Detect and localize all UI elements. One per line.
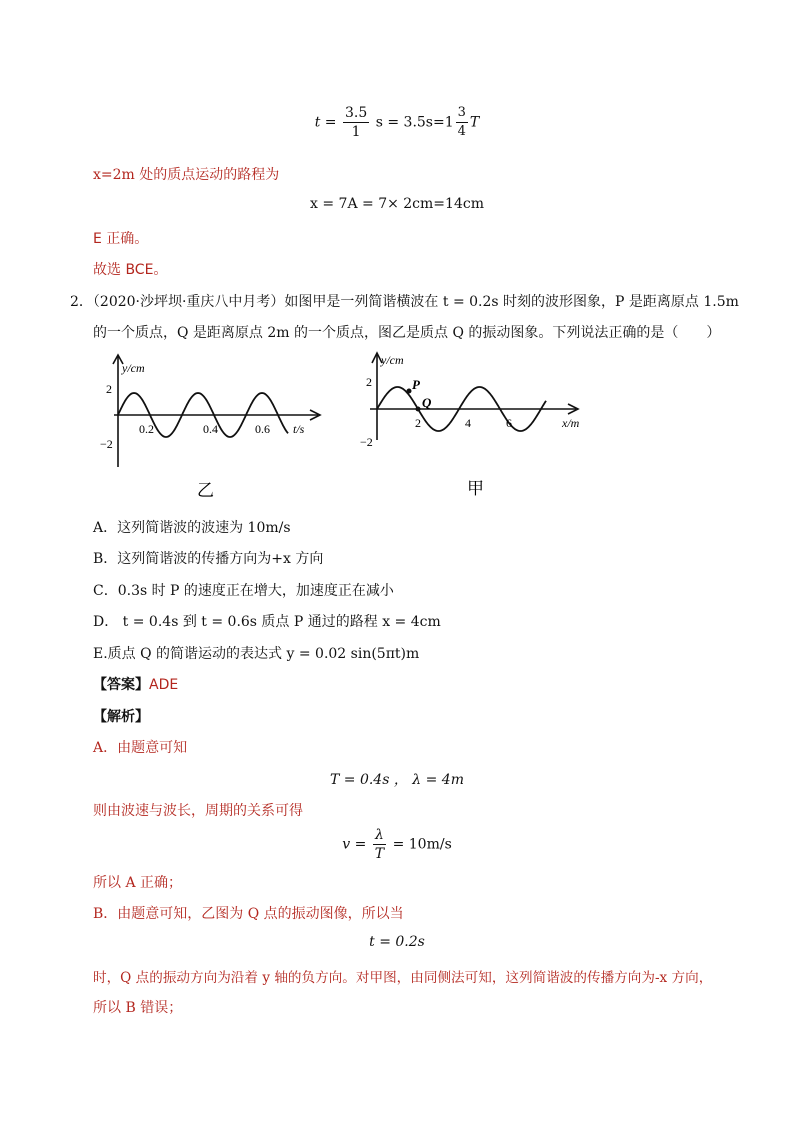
option-b: B．这列简谐波的传播方向为+x 方向: [93, 551, 324, 567]
graph-jia-point-q: [416, 407, 421, 412]
graph-yi-tick-y-neg: −2: [100, 437, 113, 451]
graph-jia-label-p: P: [412, 377, 420, 392]
graph-yi-tick-x-3: 0.6: [255, 422, 270, 436]
option-c: C．0.3s 时 P 的速度正在增大，加速度正在减小: [93, 583, 394, 599]
analysis-b-line: 时，Q 点的振动方向为沿着 y 轴的负方向。对甲图，由同侧法可知，这列简谐波的传播方向为-x 方向，: [93, 970, 713, 986]
eq1-numerator: 3.5: [345, 105, 368, 121]
equation-period-count: [0, 104, 794, 141]
graph-jia-tick-x-1: 2: [415, 416, 421, 430]
analysis-a-intro: A．由题意可知: [93, 740, 188, 756]
graph-yi-xlabel: t/s: [293, 422, 305, 436]
eq1-mixed-den: 4: [457, 124, 466, 139]
eq1-denominator: 1: [351, 124, 361, 140]
eq-v-lhs: v =: [342, 836, 367, 853]
eq1-mid: s = 3.5s=1: [375, 114, 454, 131]
eq1-mixed-fraction: [454, 104, 470, 141]
eq1-T: T: [469, 114, 480, 131]
graph-yi: [92, 350, 332, 500]
graph-jia-point-p: [407, 389, 412, 394]
graph-yi-tick-y-pos: 2: [106, 382, 112, 396]
graph-jia-ylabel: y/cm: [381, 353, 404, 367]
equation-velocity: [0, 826, 794, 863]
eq-v-fraction: [373, 826, 386, 863]
eq1-fraction: [343, 104, 369, 141]
eq1-mixed-num: 3: [456, 104, 468, 123]
eq-v-rhs: = 10m/s: [392, 836, 452, 853]
graph-jia-label-q: Q: [422, 395, 432, 410]
analysis-relation: 则由波速与波长，周期的关系可得: [93, 803, 303, 819]
option-d: D． t = 0.4s 到 t = 0.6s 质点 P 通过的路程 x = 4cm: [93, 614, 441, 630]
graph-yi-ylabel: y/cm: [122, 361, 145, 375]
e-correct: E 正确。: [93, 231, 149, 247]
graph-jia-tick-y-neg: −2: [360, 435, 373, 449]
eq1-lhs: t =: [314, 114, 337, 131]
eq-v-num: λ: [373, 826, 386, 845]
question-2-line2: 的一个质点，Q 是距离原点 2m 的一个质点，图乙是质点 Q 的振动图象。下列说法正确的是（ ）: [93, 325, 721, 341]
graph-jia-tick-y-pos: 2: [366, 375, 372, 389]
choose-line: 故选 BCE。: [93, 262, 168, 278]
answer-line: [93, 674, 178, 694]
graph-yi-caption: 乙: [197, 481, 214, 500]
graph-jia-caption: 甲: [467, 479, 484, 498]
question-2-line1: 2．（2020·沙坪坝·重庆八中月考）如图甲是一列简谐横波在 t = 0.2s 时刻的波形图象，P 是距离原点 1.5m: [70, 294, 739, 310]
option-a: A．这列简谐波的波速为 10m/s: [93, 520, 291, 536]
path-intro: x=2m 处的质点运动的路程为: [93, 167, 280, 183]
graph-jia: [350, 350, 590, 500]
analysis-a-correct: 所以 A 正确；: [93, 875, 183, 891]
equation-t: t = 0.2s: [369, 934, 425, 950]
answer-value: ADE: [149, 677, 179, 693]
option-e: E.质点 Q 的简谐运动的表达式 y = 0.02 sin(5πt)m: [93, 646, 420, 662]
analysis-b-intro: B．由题意可知，乙图为 Q 点的振动图像，所以当: [93, 906, 404, 922]
graph-yi-tick-x-1: 0.2: [139, 422, 154, 436]
graph-jia-tick-x-3: 6: [506, 416, 512, 430]
analysis-label: 【解析】: [93, 709, 149, 725]
analysis-b-wrong: 所以 B 错误；: [93, 1000, 183, 1016]
equation-path: x = 7A = 7× 2cm=14cm: [310, 196, 484, 212]
graph-jia-tick-x-2: 4: [465, 416, 471, 430]
eq-v-den: T: [374, 846, 385, 862]
answer-label: 【答案】: [93, 677, 149, 693]
graph-jia-xlabel: x/m: [562, 416, 580, 430]
graph-yi-tick-x-2: 0.4: [203, 422, 218, 436]
equation-T-lambda: T = 0.4s ， λ = 4m: [329, 772, 464, 788]
